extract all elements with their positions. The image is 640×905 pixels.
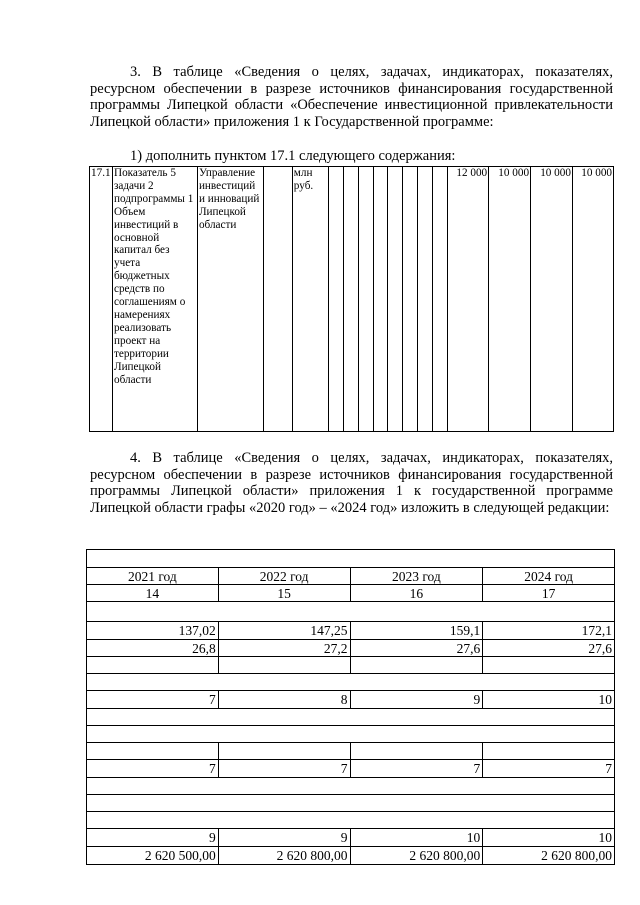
value-cell: 8 [218, 691, 350, 709]
empty-cell [87, 657, 219, 674]
empty-cell [388, 167, 403, 432]
blank-row [87, 726, 615, 743]
table-row [87, 812, 615, 829]
year-header: 2021 год [87, 568, 219, 585]
year-header: 2024 год [483, 568, 615, 585]
section-3-paragraph: 3. В таблице «Сведения о целях, задачах, индикаторах, показателях, ресурсном обеспечении в разрезе источников финансирования государственной программы Липецкой области «Обеспечение инвестиционной привлекательности Липецкой области» приложения 1 к Государственной программе: [90, 64, 613, 130]
table-row [87, 602, 615, 622]
value-cell: 10 000 [572, 167, 613, 432]
table-row [87, 829, 615, 847]
table-row [87, 640, 615, 657]
value-cell: 10 [350, 829, 483, 847]
table-row [87, 674, 615, 691]
empty-cell [343, 167, 358, 432]
value-cell: 7 [87, 760, 219, 778]
table-row [87, 709, 615, 726]
value-cell: 27,2 [218, 640, 350, 657]
blank-row [87, 709, 615, 726]
indicator-name: Показатель 5 задачи 2 подпрограммы 1 Объем инвестиций в основной капитал без учета бюджетных средств по соглашениям о намерениях реализовать проект на территории Липецкой области [112, 167, 197, 432]
value-cell: 137,02 [87, 622, 219, 640]
value-cell: 9 [218, 829, 350, 847]
blank-row [87, 795, 615, 812]
value-cell: 9 [350, 691, 483, 709]
table-row [87, 622, 615, 640]
value-cell: 2 620 500,00 [87, 847, 219, 865]
table-row [87, 726, 615, 743]
value-cell: 27,6 [483, 640, 615, 657]
empty-cell [263, 167, 292, 432]
table-row [87, 760, 615, 778]
value-cell: 172,1 [483, 622, 615, 640]
table-row [90, 167, 614, 432]
table-row [87, 847, 615, 865]
empty-cell [358, 167, 373, 432]
blank-row [87, 550, 615, 568]
section-3-subpoint: 1) дополнить пунктом 17.1 следующего содержания: [130, 148, 456, 164]
value-cell: 7 [483, 760, 615, 778]
empty-cell [483, 743, 615, 760]
table-row [87, 691, 615, 709]
value-cell: 7 [350, 760, 483, 778]
column-number: 14 [87, 585, 219, 602]
column-number: 16 [350, 585, 483, 602]
value-cell: 12 000 [448, 167, 489, 432]
value-cell: 10 [483, 829, 615, 847]
column-number: 17 [483, 585, 615, 602]
value-cell: 10 000 [489, 167, 531, 432]
value-cell: 2 620 800,00 [218, 847, 350, 865]
empty-cell [373, 167, 388, 432]
value-cell: 10 000 [531, 167, 573, 432]
empty-cell [87, 743, 219, 760]
value-cell: 10 [483, 691, 615, 709]
table-row [87, 743, 615, 760]
row-number: 17.1 [90, 167, 113, 432]
empty-cell [403, 167, 418, 432]
value-cell: 9 [87, 829, 219, 847]
table-row [87, 795, 615, 812]
value-cell: 2 620 800,00 [350, 847, 483, 865]
table-2 [86, 549, 615, 865]
value-cell: 2 620 800,00 [483, 847, 615, 865]
blank-row [87, 778, 615, 795]
empty-cell [483, 657, 615, 674]
table-row [87, 778, 615, 795]
empty-cell [433, 167, 448, 432]
blank-row [87, 674, 615, 691]
value-cell: 159,1 [350, 622, 483, 640]
blank-row [87, 602, 615, 622]
table-row [87, 550, 615, 568]
value-cell: 147,25 [218, 622, 350, 640]
column-number-row [87, 585, 615, 602]
blank-row [87, 812, 615, 829]
section-4-paragraph: 4. В таблице «Сведения о целях, задачах, индикаторах, показателях, ресурсном обеспечении в разрезе источников финансирования государственной программы Липецкой области» приложения 1 к государственной программе Липецкой области графы «2020 год» – «2024 год» изложить в следующей редакции: [90, 450, 613, 516]
value-cell: 7 [218, 760, 350, 778]
year-header: 2022 год [218, 568, 350, 585]
value-cell: 7 [87, 691, 219, 709]
empty-cell [418, 167, 433, 432]
table-row [87, 657, 615, 674]
value-cell: 26,8 [87, 640, 219, 657]
unit-cell: млн руб. [292, 167, 328, 432]
empty-cell [218, 657, 350, 674]
empty-cell [350, 743, 483, 760]
header-row [87, 568, 615, 585]
column-number: 15 [218, 585, 350, 602]
table-1 [89, 166, 614, 432]
value-cell: 27,6 [350, 640, 483, 657]
empty-cell [218, 743, 350, 760]
responsible-body: Управление инвестиций и инноваций Липецкой области [197, 167, 263, 432]
empty-cell [328, 167, 343, 432]
empty-cell [350, 657, 483, 674]
year-header: 2023 год [350, 568, 483, 585]
